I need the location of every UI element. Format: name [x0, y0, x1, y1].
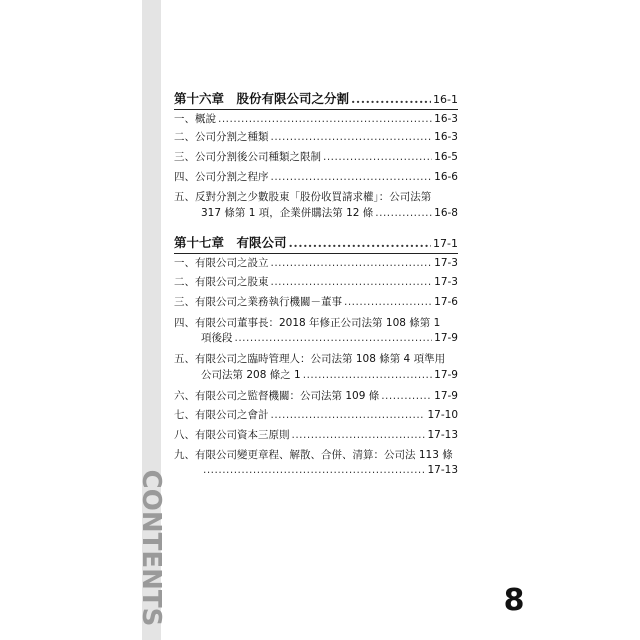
toc-item-first-line[interactable]: 五、反對分割之少數股東「股份收買請求權」：公司法第 [174, 191, 432, 203]
toc-item[interactable]: 317 條第 1 項，企業併購法第 12 條 ..... 16-8 [174, 206, 458, 220]
toc-item[interactable]: ..... 17-13 [174, 463, 458, 477]
chapter-page: 17-1 [433, 237, 458, 250]
leader-dots [351, 92, 431, 106]
toc-item[interactable]: 六、有限公司之監督機關：公司法第 109 條 ..... 17-9 [174, 389, 458, 403]
chapter-title: 第十七章 有限公司 [174, 235, 287, 250]
chapter-16-entry[interactable] [174, 92, 458, 107]
toc-item-first-line[interactable]: 四、有限公司董事長：2018 年修正公司法第 108 條第 1 [174, 317, 441, 329]
toc-item[interactable]: 七、有限公司之會計 ..... 17-10 [174, 408, 458, 422]
toc-item[interactable]: 一、概說 ..... 16-3 [174, 112, 458, 126]
contents-label: CONTENTS [136, 469, 166, 627]
chapter-title: 第十六章 股份有限公司之分割 [174, 91, 350, 106]
toc-item[interactable]: 一、有限公司之設立 ..... 17-3 [174, 256, 458, 270]
toc-item-first-line[interactable]: 九、有限公司變更章程、解散、合併、清算：公司法 113 條 [174, 449, 453, 461]
chapter-rule [174, 253, 458, 254]
toc-item[interactable]: 公司法第 208 條之 1 ..... 17-9 [174, 368, 458, 382]
toc-item[interactable]: 項後段 ..... 17-9 [174, 331, 458, 345]
page-number: 8 [503, 583, 525, 618]
toc-item[interactable]: 三、有限公司之業務執行機關－董事 ..... 17-6 [174, 295, 458, 309]
toc-item[interactable]: 二、公司分割之種類 ..... 16-3 [174, 130, 458, 144]
toc-item-first-line[interactable]: 五、有限公司之臨時管理人：公司法第 108 條第 4 項準用 [174, 353, 446, 365]
leader-dots [289, 236, 432, 250]
chapter-17-entry[interactable] [174, 236, 458, 251]
chapter-page: 16-1 [433, 93, 458, 106]
toc-item[interactable]: 二、有限公司之股東 ..... 17-3 [174, 275, 458, 289]
chapter-rule [174, 109, 458, 110]
toc-item[interactable]: 四、公司分割之程序 ..... 16-6 [174, 170, 458, 184]
toc-item[interactable]: 八、有限公司資本三原則 ..... 17-13 [174, 428, 458, 442]
toc-item[interactable]: 三、公司分割後公司種類之限制 ..... 16-5 [174, 150, 458, 164]
